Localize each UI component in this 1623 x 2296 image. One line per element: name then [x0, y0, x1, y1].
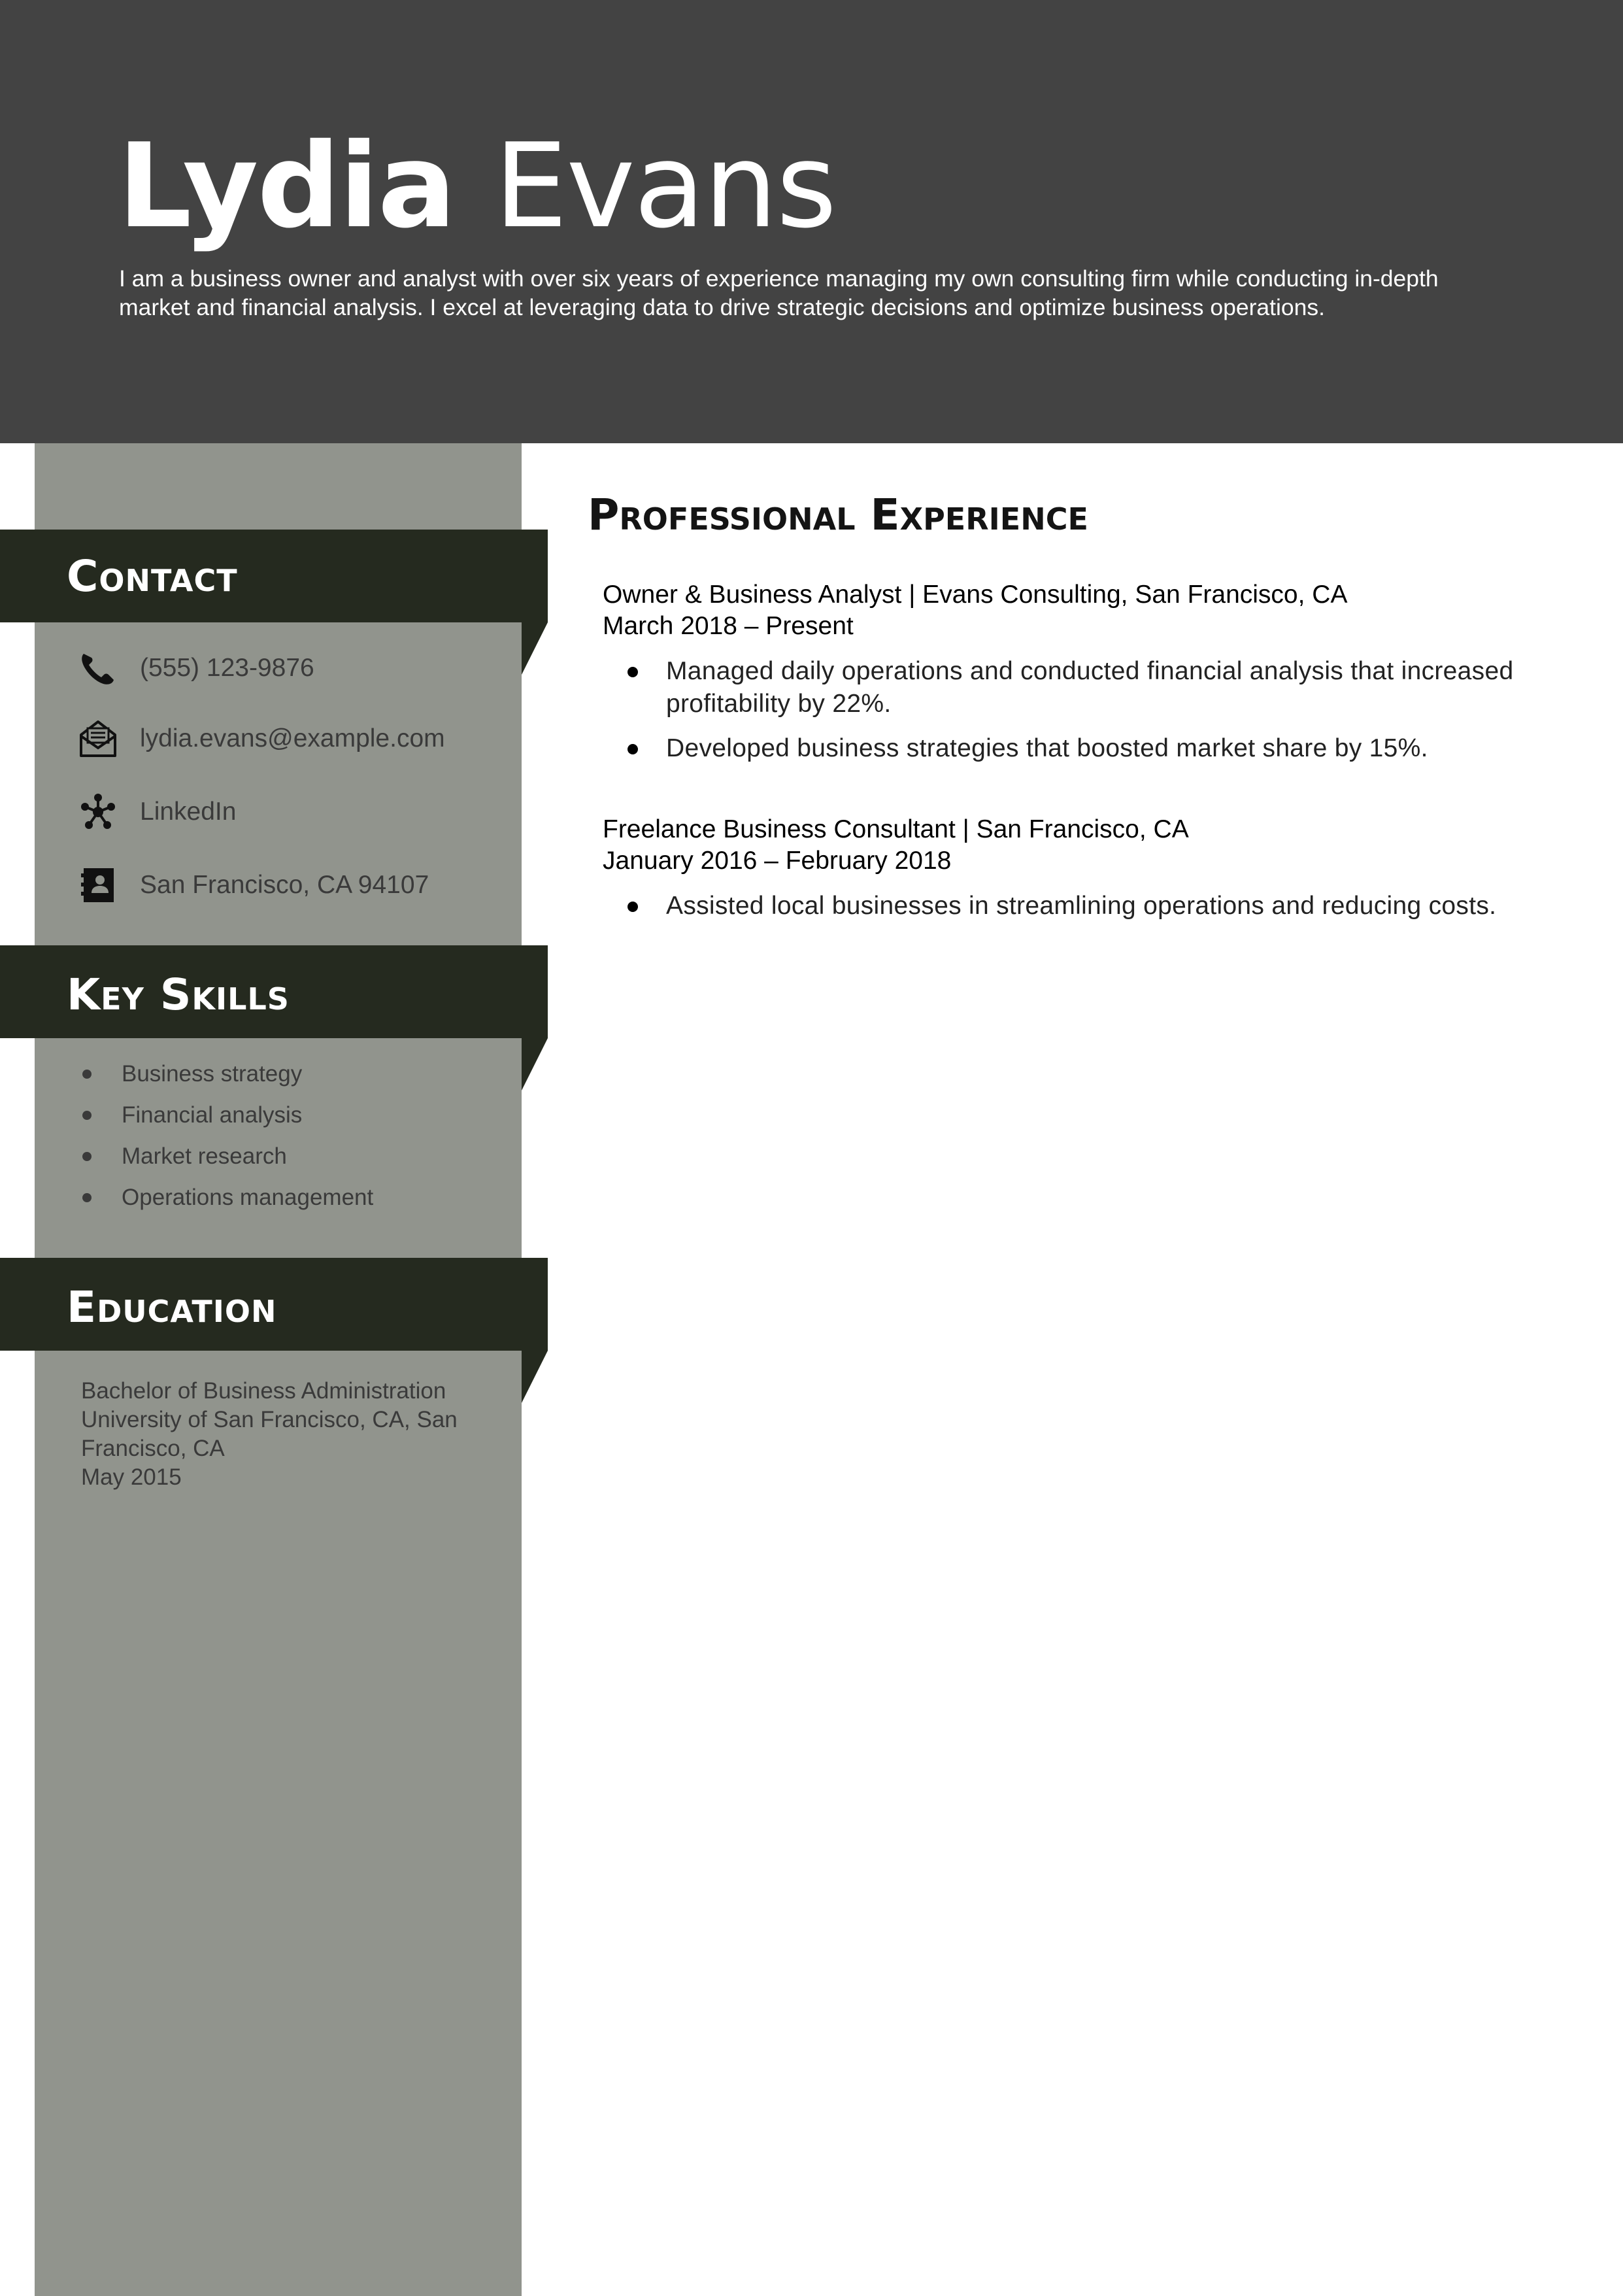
- job-dates: January 2016 – February 2018: [603, 847, 952, 875]
- skill-text: Business strategy: [122, 1061, 303, 1087]
- bullet-dot: [82, 1111, 92, 1120]
- skill-text: Operations management: [122, 1185, 374, 1210]
- degree-text: Bachelor of Business Administration: [81, 1378, 446, 1404]
- job-dates: March 2018 – Present: [603, 612, 854, 640]
- bullet-dot: [627, 902, 638, 912]
- school-text-continued: Francisco, CA: [81, 1436, 225, 1461]
- education-heading-ribbon: [0, 1258, 548, 1351]
- email-text[interactable]: lydia.evans@example.com: [140, 724, 445, 752]
- job-title: Owner & Business Analyst | Evans Consulting, San Francisco, CA: [603, 581, 1348, 609]
- email-icon: [77, 718, 119, 760]
- header-banner: [0, 0, 1623, 443]
- ribbon-fold: [522, 1038, 548, 1097]
- skill-item: [78, 1059, 373, 1100]
- job-bullet-text: Managed daily operations and conducted financial analysis that increased profitability by 22%.: [666, 657, 1514, 718]
- candidate-name: [118, 118, 835, 255]
- education-heading: Education: [67, 1282, 277, 1332]
- first-name: Lydia: [118, 118, 455, 254]
- skill-item: [78, 1141, 373, 1183]
- skill-text: Financial analysis: [122, 1102, 303, 1128]
- bullet-dot: [627, 744, 638, 754]
- graduation-date: May 2015: [81, 1464, 182, 1490]
- skill-item: [78, 1183, 373, 1224]
- job-bullets: [603, 890, 1583, 922]
- bullet-dot: [627, 667, 638, 677]
- ribbon-fold: [522, 1351, 548, 1410]
- job-bullet: [603, 732, 1594, 765]
- job-entry: [603, 814, 1583, 934]
- address-book-icon: [77, 864, 119, 906]
- job-bullets: [603, 655, 1583, 765]
- skills-list: [78, 1059, 373, 1224]
- job-bullet-text: Developed business strategies that boosted market share by 15%.: [666, 734, 1428, 762]
- experience-heading: Professional Experience: [588, 490, 1088, 540]
- bullet-dot: [82, 1152, 92, 1161]
- bullet-dot: [82, 1070, 92, 1079]
- phone-icon: [77, 647, 119, 689]
- job-title: Freelance Business Consultant | San Francisco, CA: [603, 815, 1189, 843]
- address-text: San Francisco, CA 94107: [140, 871, 429, 899]
- skills-heading: Key Skills: [67, 970, 290, 1020]
- job-bullet: [603, 655, 1594, 720]
- ribbon-fold: [522, 622, 548, 681]
- contact-heading-ribbon: [0, 530, 548, 622]
- job-entry: [603, 579, 1583, 777]
- linkedin-text[interactable]: LinkedIn: [140, 798, 237, 826]
- skills-heading-ribbon: [0, 945, 548, 1038]
- phone-text: (555) 123-9876: [140, 654, 314, 682]
- job-bullet-text: Assisted local businesses in streamlining operations and reducing costs.: [666, 892, 1497, 920]
- skill-item: [78, 1100, 373, 1141]
- job-bullet: [603, 890, 1594, 922]
- contact-heading: Contact: [67, 551, 238, 601]
- education-entry: [81, 1377, 499, 1492]
- school-text: University of San Francisco, CA, San: [81, 1407, 458, 1432]
- linkedin-network-icon: [77, 791, 119, 833]
- last-name: Evans: [494, 118, 836, 254]
- skill-text: Market research: [122, 1143, 287, 1169]
- bullet-dot: [82, 1193, 92, 1202]
- profile-summary: I am a business owner and analyst with over six years of experience managing my own consulting firm while conducting in-depth market and financial analysis. I excel at leveraging data to drive strategic decisions and optimize business operations.: [119, 265, 1439, 320]
